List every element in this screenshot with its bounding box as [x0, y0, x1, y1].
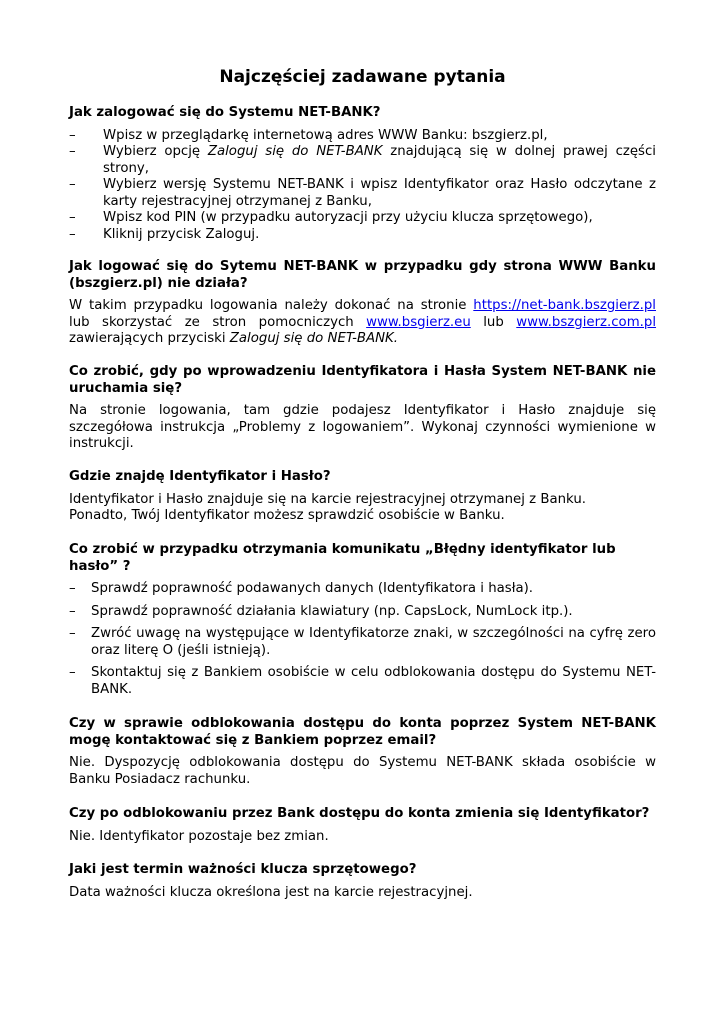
question-heading: Czy w sprawie odblokowania dostępu do konta poprzez System NET-BANK mogę kontaktować się z Bankiem poprzez email? — [69, 716, 656, 748]
question-heading: Jak zalogować się do Systemu NET-BANK? — [69, 105, 381, 120]
list-item: – Wpisz w przeglądarkę internetową adres WWW Banku: bszgierz.pl, — [69, 128, 656, 145]
list-item: – Sprawdź poprawność działania klawiatury (np. CapsLock, NumLock itp.). — [69, 604, 656, 621]
page-title: Najczęściej zadawane pytania — [219, 67, 506, 87]
answer-text: Na stronie logowania, tam gdzie podajesz Identyfikator i Hasło znajduje się szczegółowa instrukcja „Problemy z logowaniem”. Wykonaj czynności wymienione w instrukcji. — [69, 403, 656, 451]
answer-text: Identyfikator i Hasło znajduje się na karcie rejestracyjnej otrzymanej z Banku. Ponadto, Twój Identyfikator możesz sprawdzić osobiście w Banku. — [69, 491, 587, 523]
list-item: – Zwróć uwagę na występujące w Identyfikatorze znaki, w szczególności na cyfrę zero oraz literę O (jeśli istnieją). — [69, 626, 656, 659]
answer-text: Data ważności klucza określona jest na karcie rejestracyjnej. — [69, 884, 473, 900]
faq-system-not-starting — [69, 364, 656, 453]
list-item: – Skontaktuj się z Bankiem osobiście w celu odblokowania dostępu do Systemu NET-BANK. — [69, 665, 656, 698]
answer-text: W takim przypadku logowania należy dokonać na stronie https://net-bank.bszgierz.pl lub skorzystać ze stron pomocniczych www.bsgierz.eu lub www.bszgierz.com.pl zawierających przyciski Zaloguj się do NET-BANK. — [69, 298, 657, 346]
faq-login-fallback — [69, 259, 656, 348]
question-heading: Gdzie znajdę Identyfikator i Hasło? — [69, 469, 331, 484]
bszgierz-com-link[interactable]: www.bszgierz.com.pl — [516, 314, 657, 330]
list-item: – Wybierz wersję Systemu NET-BANK i wpisz Identyfikator oraz Hasło odczytane z karty rejestracyjnej otrzymanej z Banku, — [69, 177, 656, 210]
answer-text: Nie. Identyfikator pozostaje bez zmian. — [69, 828, 329, 844]
net-bank-link[interactable]: https://net-bank.bszgierz.pl — [473, 298, 656, 313]
answer-text: Nie. Dyspozycję odblokowania dostępu do Systemu NET-BANK składa osobiście w Banku Posiadacz rachunku. — [69, 755, 656, 787]
faq-unblock-email — [69, 716, 656, 788]
list-item: – Sprawdź poprawność podawanych danych (Identyfikatora i hasła). — [69, 581, 656, 598]
question-heading: Jak logować się do Sytemu NET-BANK w przypadku gdy strona WWW Banku (bszgierz.pl) nie działa? — [69, 259, 656, 291]
list-item: – Wybierz opcję Zaloguj się do NET-BANK znajdującą się w dolnej prawej części strony, — [69, 144, 656, 177]
bsgierz-eu-link[interactable]: www.bsgierz.eu — [366, 314, 471, 330]
list-item: – Kliknij przycisk Zaloguj. — [69, 227, 656, 244]
faq-wrong-credentials — [69, 542, 656, 704]
faq-login — [69, 105, 656, 243]
question-heading: Co zrobić w przypadku otrzymania komunikatu „Błędny identyfikator lub hasło” ? — [69, 542, 616, 574]
faq-where-credentials — [69, 469, 656, 525]
steps-list — [69, 128, 656, 244]
list-item: – Wpisz kod PIN (w przypadku autoryzacji przy użyciu klucza sprzętowego), — [69, 210, 656, 227]
faq-identifier-change — [69, 806, 656, 845]
tips-list — [69, 581, 656, 698]
faq-key-expiry — [69, 862, 656, 901]
question-heading: Jaki jest termin ważności klucza sprzętowego? — [69, 862, 417, 877]
question-heading: Co zrobić, gdy po wprowadzeniu Identyfikatora i Hasła System NET-BANK nie uruchamia się? — [69, 364, 656, 396]
question-heading: Czy po odblokowaniu przez Bank dostępu do konta zmienia się Identyfikator? — [69, 806, 650, 821]
